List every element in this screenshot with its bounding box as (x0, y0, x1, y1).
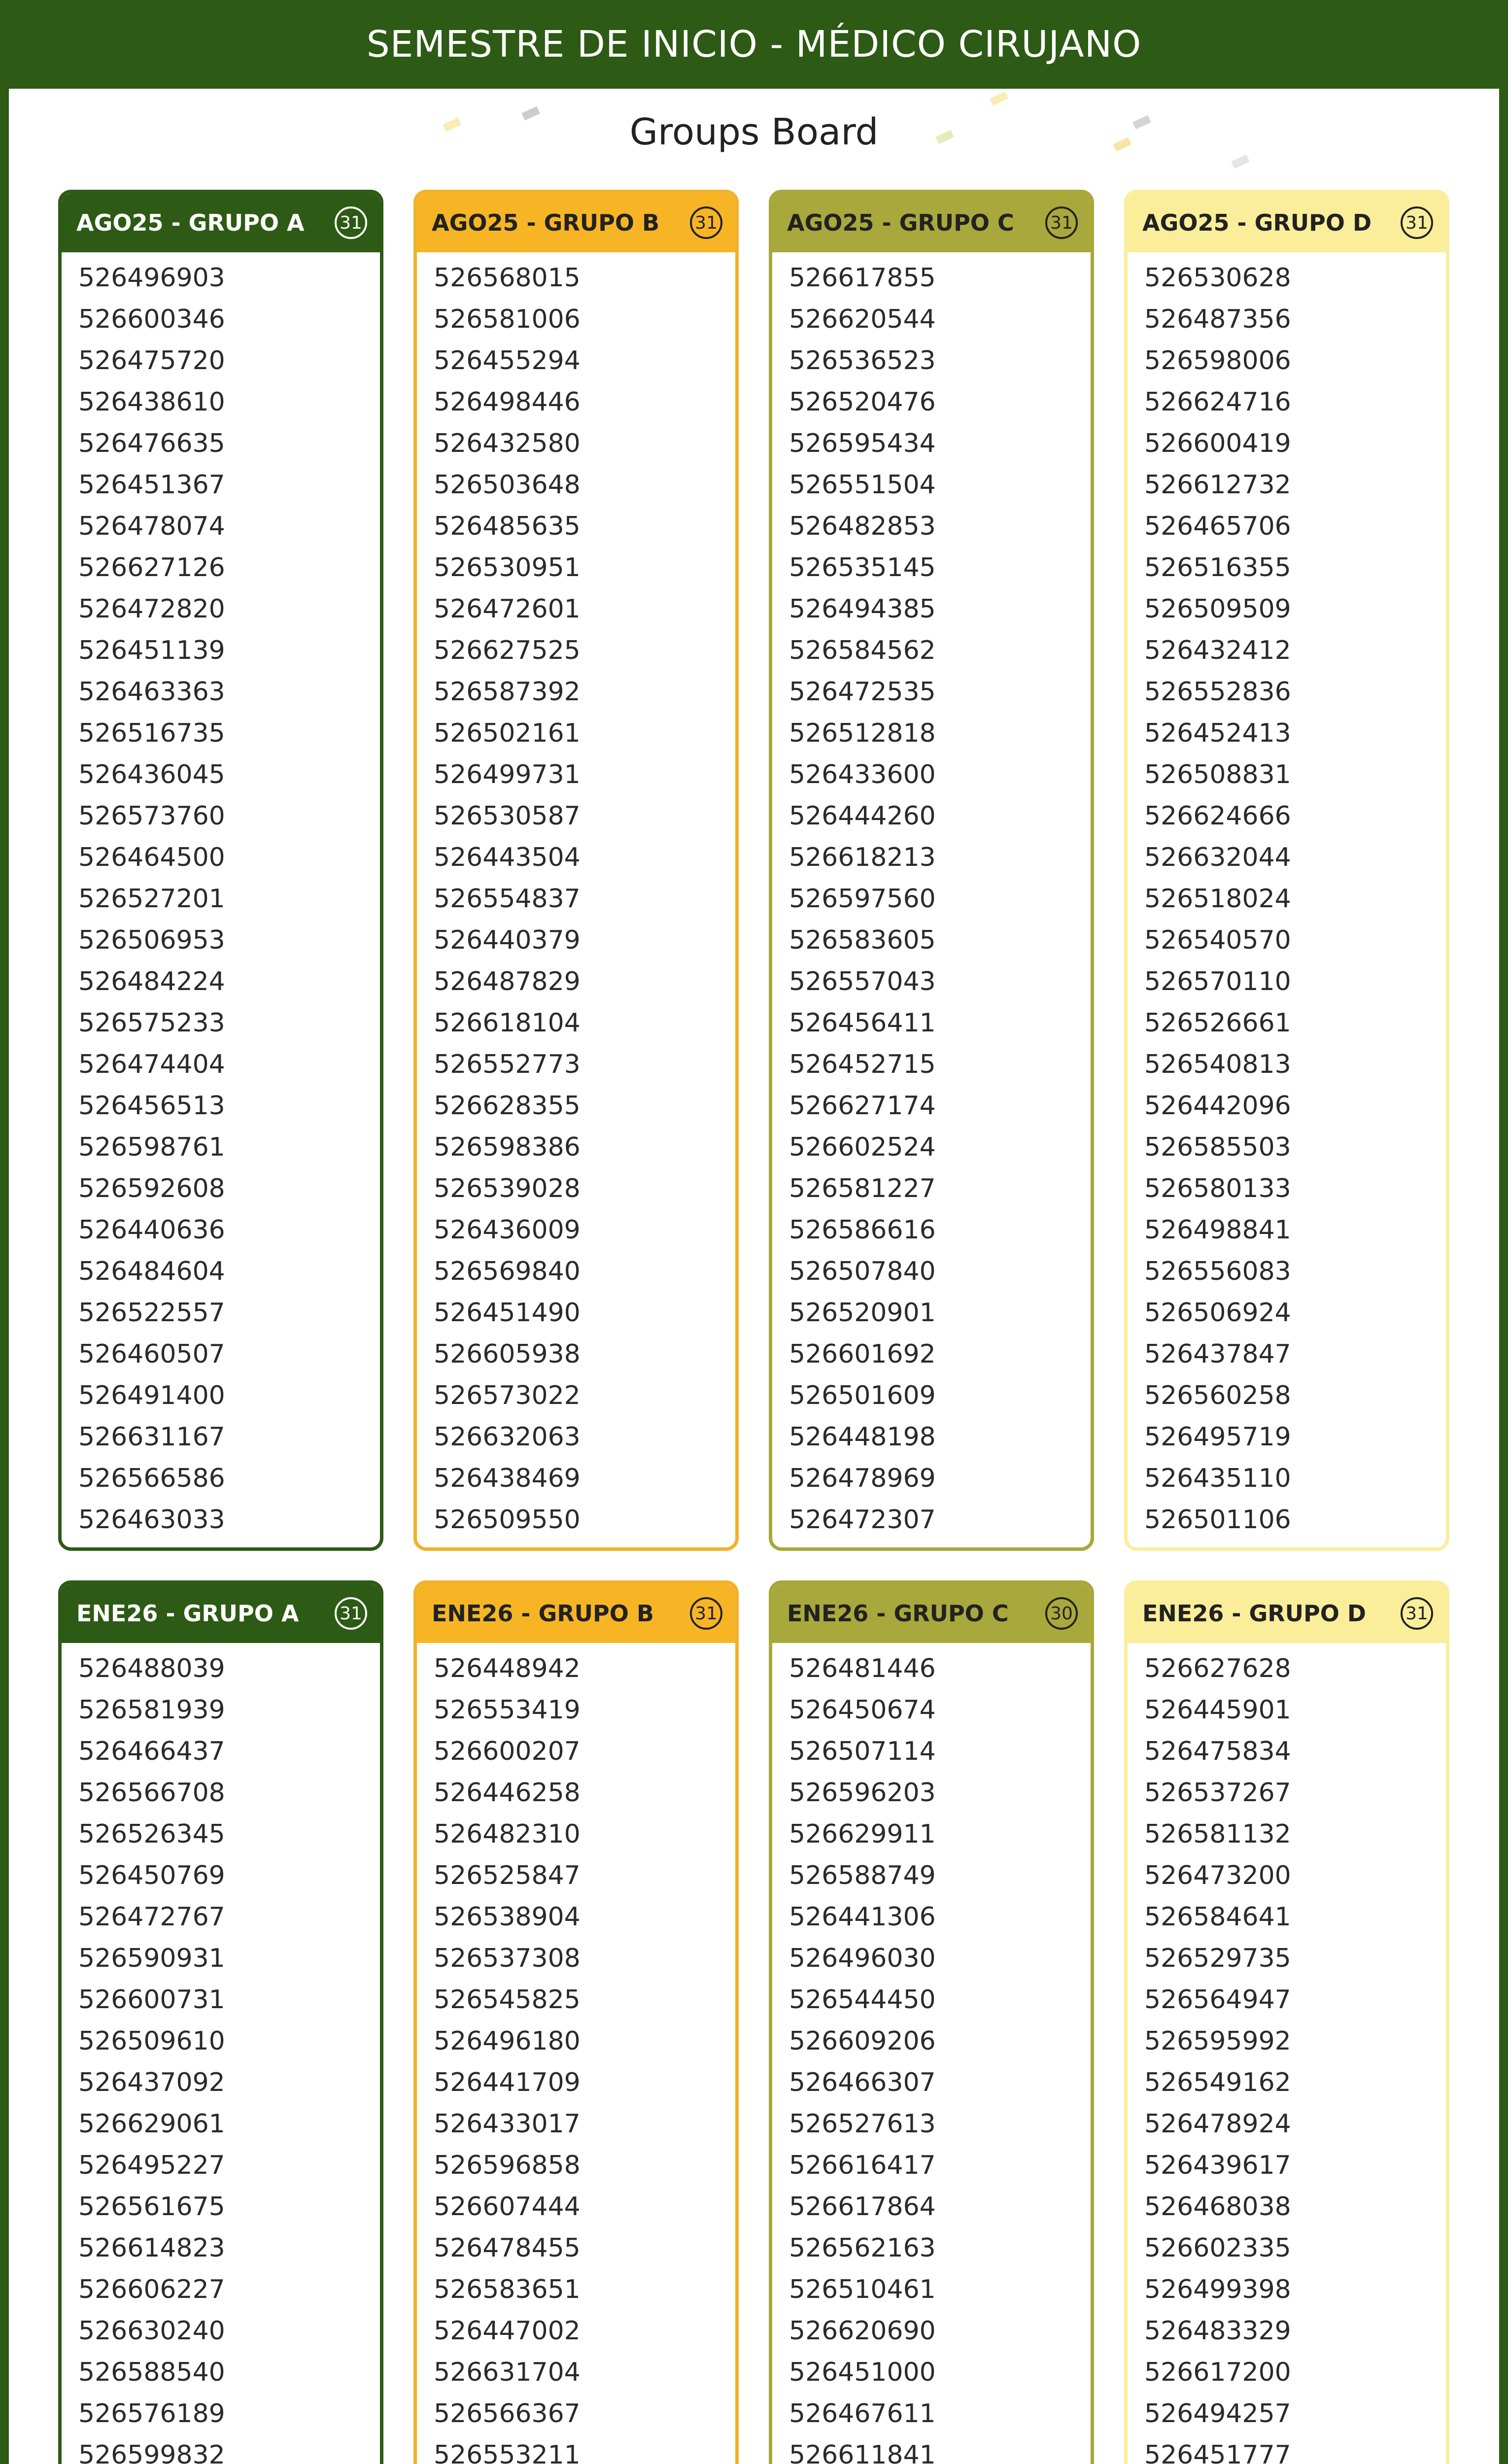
member-count-badge: 31 (335, 1597, 367, 1630)
list-item: 526590931 (78, 1944, 225, 1973)
list-item: 526436045 (78, 760, 225, 789)
member-count-badge: 31 (690, 1597, 722, 1630)
list-item: 526443504 (434, 843, 581, 872)
group-card (769, 190, 1094, 1551)
list-item: 526607444 (434, 2192, 581, 2222)
list-item: 526465706 (1144, 512, 1291, 541)
list-item: 526620544 (789, 305, 936, 334)
list-item: 526557043 (789, 967, 936, 996)
list-item: 526530587 (434, 801, 581, 831)
list-item: 526485635 (434, 512, 581, 541)
list-item: 526600419 (1144, 429, 1291, 458)
list-item: 526441306 (789, 1902, 936, 1932)
list-item: 526448942 (434, 1654, 581, 1683)
list-item: 526509610 (78, 2026, 225, 2056)
group-name: ENE26 - GRUPO A (76, 1600, 299, 1627)
list-item: 526602335 (1144, 2233, 1291, 2263)
list-item: 526512818 (789, 719, 936, 748)
list-item: 526495719 (1144, 1422, 1291, 1452)
list-item: 526484604 (78, 1257, 225, 1286)
list-item: 526510461 (789, 2275, 936, 2304)
list-item: 526445901 (1144, 1695, 1291, 1725)
list-item: 526598386 (434, 1132, 581, 1162)
list-item: 526472820 (78, 594, 225, 624)
list-item: 526624666 (1144, 801, 1291, 831)
list-item: 526554837 (434, 884, 581, 914)
list-item: 526588749 (789, 1861, 936, 1890)
list-item: 526560258 (1144, 1381, 1291, 1410)
list-item: 526552773 (434, 1050, 581, 1079)
list-item: 526481446 (789, 1654, 936, 1683)
list-item: 526441709 (434, 2068, 581, 2097)
list-item: 526478924 (1144, 2109, 1291, 2139)
group-header (1128, 1584, 1446, 1643)
list-item: 526569840 (434, 1257, 581, 1286)
list-item: 526624716 (1144, 387, 1291, 417)
list-item: 526617864 (789, 2192, 936, 2222)
list-item: 526587392 (434, 677, 581, 707)
list-item: 526617855 (789, 263, 936, 293)
list-item: 526573022 (434, 1381, 581, 1410)
list-item: 526509550 (434, 1505, 581, 1535)
list-item: 526507114 (789, 1737, 936, 1766)
list-item: 526529735 (1144, 1944, 1291, 1973)
list-item: 526598006 (1144, 346, 1291, 376)
list-item: 526585503 (1144, 1132, 1291, 1162)
list-item: 526446258 (434, 1778, 581, 1808)
list-item: 526468038 (1144, 2192, 1291, 2222)
list-item: 526473200 (1144, 1861, 1291, 1890)
list-item: 526581939 (78, 1695, 225, 1725)
list-item: 526566708 (78, 1778, 225, 1808)
list-item: 526561675 (78, 2192, 225, 2222)
group-card (413, 190, 739, 1551)
list-item: 526551504 (789, 470, 936, 500)
list-item: 526616417 (789, 2151, 936, 2180)
list-item: 526562163 (789, 2233, 936, 2263)
list-item: 526540813 (1144, 1050, 1291, 1079)
list-item: 526464500 (78, 843, 225, 872)
list-item: 526618104 (434, 1008, 581, 1038)
list-item: 526448198 (789, 1422, 936, 1452)
list-item: 526540570 (1144, 925, 1291, 955)
list-item: 526631167 (78, 1422, 225, 1452)
board-title: Groups Board (629, 111, 879, 153)
list-item: 526436009 (434, 1215, 581, 1245)
group-header (417, 193, 735, 252)
group-header (772, 193, 1091, 252)
list-item: 526537308 (434, 1944, 581, 1973)
list-item: 526612732 (1144, 470, 1291, 500)
list-item: 526627628 (1144, 1654, 1291, 1683)
list-item: 526502161 (434, 719, 581, 748)
list-item: 526575233 (78, 1008, 225, 1038)
list-item: 526437092 (78, 2068, 225, 2097)
list-item: 526629911 (789, 1819, 936, 1849)
member-list (1128, 252, 1446, 1540)
list-item: 526432412 (1144, 636, 1291, 665)
list-item: 526478969 (789, 1464, 936, 1493)
list-item: 526487829 (434, 967, 581, 996)
list-item: 526463033 (78, 1505, 225, 1535)
list-item: 526452413 (1144, 719, 1291, 748)
group-header (62, 193, 380, 252)
list-item: 526507840 (789, 1257, 936, 1286)
list-item: 526539028 (434, 1174, 581, 1203)
list-item: 526596858 (434, 2151, 581, 2180)
list-item: 526501609 (789, 1381, 936, 1410)
list-item: 526600731 (78, 1985, 225, 2015)
list-item: 526600207 (434, 1737, 581, 1766)
list-item: 526442096 (1144, 1091, 1291, 1121)
list-item: 526499398 (1144, 2275, 1291, 2304)
member-list (62, 252, 380, 1540)
list-item: 526631704 (434, 2358, 581, 2387)
list-item: 526447002 (434, 2316, 581, 2346)
list-item: 526472601 (434, 594, 581, 624)
list-item: 526491400 (78, 1381, 225, 1410)
list-item: 526596203 (789, 1778, 936, 1808)
member-count-badge: 31 (335, 206, 367, 239)
list-item: 526508831 (1144, 760, 1291, 789)
list-item: 526450674 (789, 1695, 936, 1725)
list-item: 526432580 (434, 429, 581, 458)
list-item: 526475834 (1144, 1737, 1291, 1766)
member-list (1128, 1643, 1446, 2464)
page-title: SEMESTRE DE INICIO - MÉDICO CIRUJANO (366, 23, 1142, 66)
list-item: 526573760 (78, 801, 225, 831)
list-item: 526580133 (1144, 1174, 1291, 1203)
list-item: 526632063 (434, 1422, 581, 1452)
list-item: 526527613 (789, 2109, 936, 2139)
list-item: 526518024 (1144, 884, 1291, 914)
list-item: 526482310 (434, 1819, 581, 1849)
list-item: 526592608 (78, 1174, 225, 1203)
list-item: 526614823 (78, 2233, 225, 2263)
list-item: 526472307 (789, 1505, 936, 1535)
list-item: 526437847 (1144, 1339, 1291, 1369)
list-item: 526456513 (78, 1091, 225, 1121)
member-list (417, 252, 735, 1540)
list-item: 526570110 (1144, 967, 1291, 996)
list-item: 526536523 (789, 346, 936, 376)
list-item: 526475720 (78, 346, 225, 376)
list-item: 526487356 (1144, 305, 1291, 334)
list-item: 526530628 (1144, 263, 1291, 293)
member-count-badge: 31 (1401, 1597, 1433, 1630)
member-list (62, 1643, 380, 2464)
list-item: 526496180 (434, 2026, 581, 2056)
list-item: 526611841 (789, 2440, 936, 2464)
member-list (772, 1643, 1091, 2464)
list-item: 526583605 (789, 925, 936, 955)
list-item: 526584641 (1144, 1902, 1291, 1932)
list-item: 526452715 (789, 1050, 936, 1079)
list-item: 526476635 (78, 429, 225, 458)
member-count-badge: 30 (1045, 1597, 1078, 1630)
list-item: 526466437 (78, 1737, 225, 1766)
list-item: 526467611 (789, 2399, 936, 2429)
list-item: 526525847 (434, 1861, 581, 1890)
list-item: 526522557 (78, 1298, 225, 1328)
list-item: 526501106 (1144, 1505, 1291, 1535)
list-item: 526520901 (789, 1298, 936, 1328)
list-item: 526552836 (1144, 677, 1291, 707)
list-item: 526632044 (1144, 843, 1291, 872)
list-item: 526516735 (78, 719, 225, 748)
group-name: ENE26 - GRUPO B (432, 1600, 654, 1627)
list-item: 526435110 (1144, 1464, 1291, 1493)
group-card (58, 1580, 383, 2464)
group-card (413, 1580, 739, 2464)
list-item: 526606227 (78, 2275, 225, 2304)
list-item: 526549162 (1144, 2068, 1291, 2097)
list-item: 526439617 (1144, 2151, 1291, 2180)
list-item: 526576189 (78, 2399, 225, 2429)
list-item: 526620690 (789, 2316, 936, 2346)
list-item: 526598761 (78, 1132, 225, 1162)
list-item: 526503648 (434, 470, 581, 500)
group-card (58, 190, 383, 1551)
list-item: 526527201 (78, 884, 225, 914)
list-item: 526545825 (434, 1985, 581, 2015)
list-item: 526506924 (1144, 1298, 1291, 1328)
list-item: 526440379 (434, 925, 581, 955)
header-bar (0, 0, 1508, 89)
group-header (1128, 193, 1446, 252)
list-item: 526564947 (1144, 1985, 1291, 2015)
list-item: 526472535 (789, 677, 936, 707)
list-item: 526494257 (1144, 2399, 1291, 2429)
list-item: 526553419 (434, 1695, 581, 1725)
list-item: 526451000 (789, 2358, 936, 2387)
list-item: 526556083 (1144, 1257, 1291, 1286)
list-item: 526526661 (1144, 1008, 1291, 1038)
list-item: 526627126 (78, 553, 225, 582)
list-item: 526433017 (434, 2109, 581, 2139)
list-item: 526463363 (78, 677, 225, 707)
list-item: 526482853 (789, 512, 936, 541)
member-count-badge: 31 (1045, 206, 1078, 239)
list-item: 526617200 (1144, 2358, 1291, 2387)
list-item: 526455294 (434, 346, 581, 376)
list-item: 526535145 (789, 553, 936, 582)
list-item: 526609206 (789, 2026, 936, 2056)
member-list (772, 252, 1091, 1540)
list-item: 526440636 (78, 1215, 225, 1245)
group-name: ENE26 - GRUPO C (787, 1600, 1009, 1627)
list-item: 526566586 (78, 1464, 225, 1493)
list-item: 526526345 (78, 1819, 225, 1849)
list-item: 526601692 (789, 1339, 936, 1369)
group-name: ENE26 - GRUPO D (1142, 1600, 1367, 1627)
member-count-badge: 31 (690, 206, 722, 239)
list-item: 526516355 (1144, 553, 1291, 582)
list-item: 526496903 (78, 263, 225, 293)
group-card (1124, 190, 1449, 1551)
list-item: 526474404 (78, 1050, 225, 1079)
member-list (417, 1643, 735, 2464)
list-item: 526630240 (78, 2316, 225, 2346)
list-item: 526568015 (434, 263, 581, 293)
list-item: 526472767 (78, 1902, 225, 1932)
list-item: 526498841 (1144, 1215, 1291, 1245)
list-item: 526466307 (789, 2068, 936, 2097)
list-item: 526581132 (1144, 1819, 1291, 1849)
list-item: 526584562 (789, 636, 936, 665)
list-item: 526537267 (1144, 1778, 1291, 1808)
list-item: 526553211 (434, 2440, 581, 2464)
list-item: 526595992 (1144, 2026, 1291, 2056)
list-item: 526498446 (434, 387, 581, 417)
list-item: 526484224 (78, 967, 225, 996)
list-item: 526583651 (434, 2275, 581, 2304)
member-count-badge: 31 (1401, 206, 1433, 239)
list-item: 526451367 (78, 470, 225, 500)
list-item: 526451139 (78, 636, 225, 665)
list-item: 526586616 (789, 1215, 936, 1245)
list-item: 526478455 (434, 2233, 581, 2263)
list-item: 526456411 (789, 1008, 936, 1038)
list-item: 526520476 (789, 387, 936, 417)
list-item: 526460507 (78, 1339, 225, 1369)
list-item: 526495227 (78, 2151, 225, 2180)
list-item: 526627174 (789, 1091, 936, 1121)
group-header (772, 1584, 1091, 1643)
list-item: 526581006 (434, 305, 581, 334)
list-item: 526451777 (1144, 2440, 1291, 2464)
list-item: 526496030 (789, 1944, 936, 1973)
list-item: 526588540 (78, 2358, 225, 2387)
group-header (417, 1584, 735, 1643)
list-item: 526538904 (434, 1902, 581, 1932)
list-item: 526499731 (434, 760, 581, 789)
group-name: AGO25 - GRUPO A (76, 209, 305, 236)
list-item: 526595434 (789, 429, 936, 458)
list-item: 526628355 (434, 1091, 581, 1121)
list-item: 526581227 (789, 1174, 936, 1203)
list-item: 526478074 (78, 512, 225, 541)
list-item: 526618213 (789, 843, 936, 872)
list-item: 526600346 (78, 305, 225, 334)
list-item: 526566367 (434, 2399, 581, 2429)
list-item: 526483329 (1144, 2316, 1291, 2346)
list-item: 526629061 (78, 2109, 225, 2139)
list-item: 526494385 (789, 594, 936, 624)
list-item: 526627525 (434, 636, 581, 665)
list-item: 526438469 (434, 1464, 581, 1493)
list-item: 526599832 (78, 2440, 225, 2464)
group-name: AGO25 - GRUPO B (432, 209, 660, 236)
list-item: 526506953 (78, 925, 225, 955)
list-item: 526605938 (434, 1339, 581, 1369)
group-header (62, 1584, 380, 1643)
list-item: 526433600 (789, 760, 936, 789)
group-card (1124, 1580, 1449, 2464)
list-item: 526602524 (789, 1132, 936, 1162)
list-item: 526450769 (78, 1861, 225, 1890)
list-item: 526597560 (789, 884, 936, 914)
list-item: 526488039 (78, 1654, 225, 1683)
list-item: 526438610 (78, 387, 225, 417)
group-name: AGO25 - GRUPO C (787, 209, 1014, 236)
list-item: 526530951 (434, 553, 581, 582)
group-name: AGO25 - GRUPO D (1142, 209, 1372, 236)
list-item: 526451490 (434, 1298, 581, 1328)
list-item: 526444260 (789, 801, 936, 831)
list-item: 526509509 (1144, 594, 1291, 624)
group-card (769, 1580, 1094, 2464)
list-item: 526544450 (789, 1985, 936, 2015)
